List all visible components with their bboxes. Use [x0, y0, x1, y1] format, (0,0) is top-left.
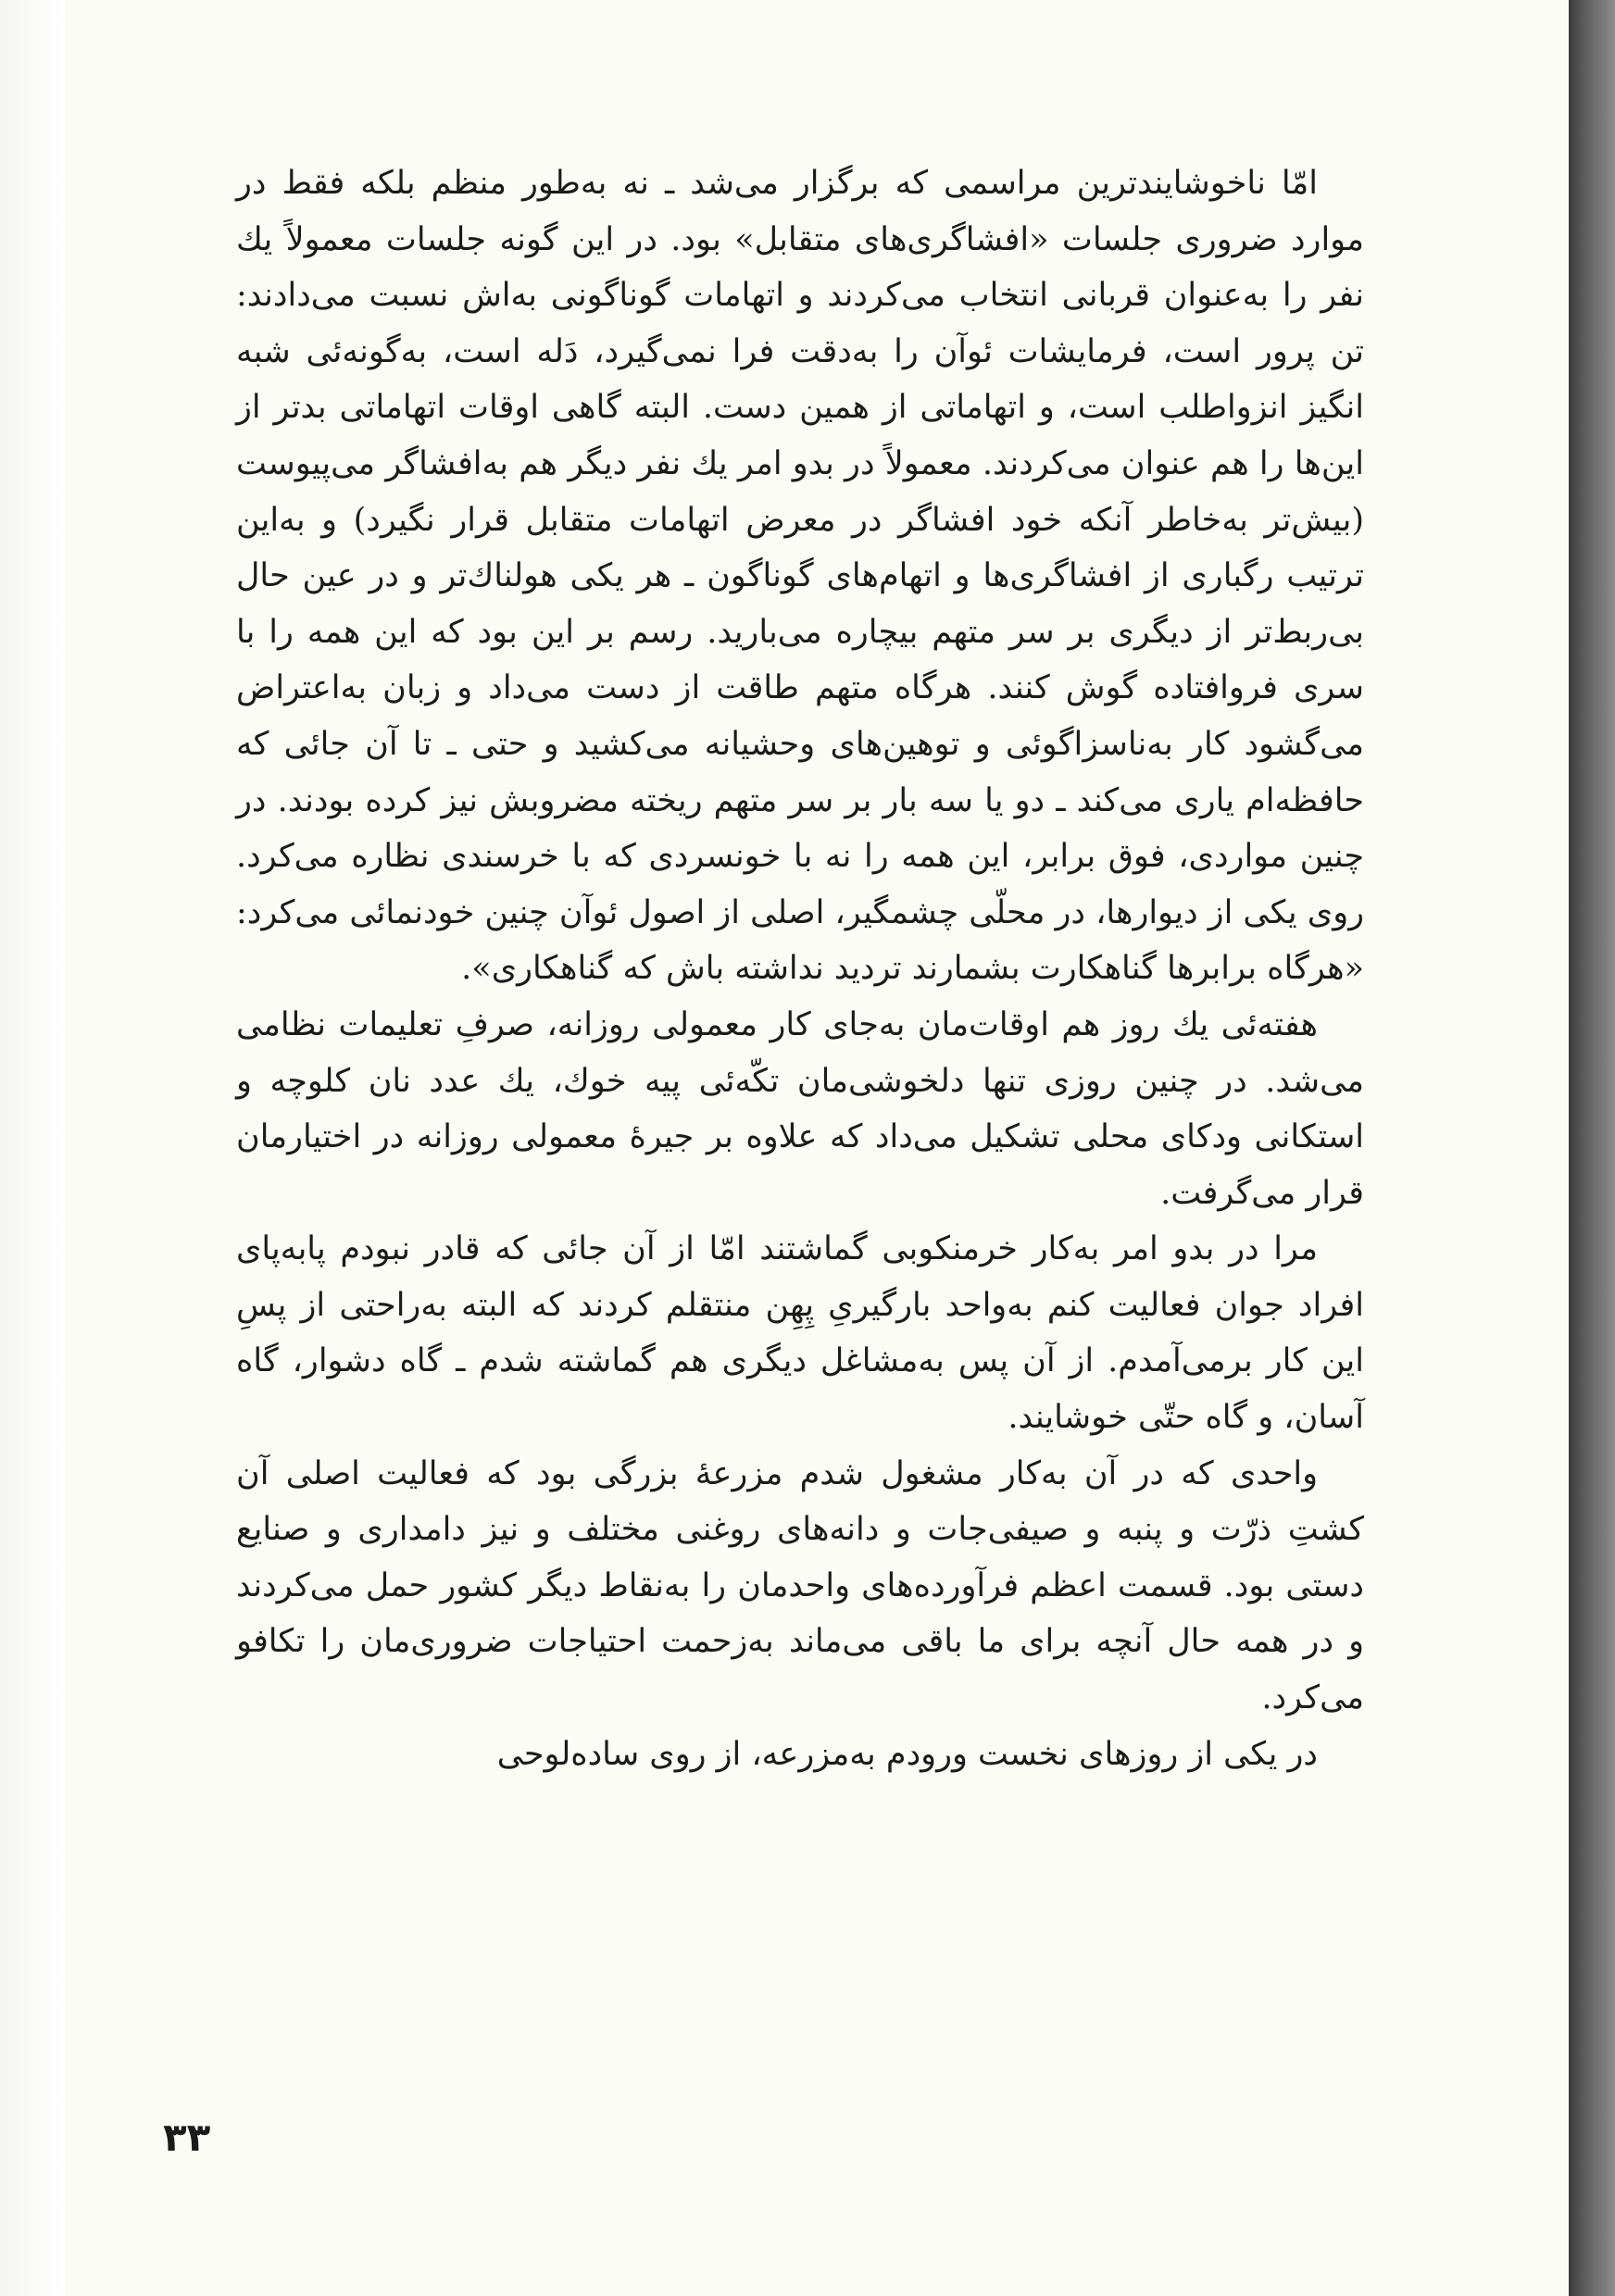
paragraph-3: مرا در بدو امر به‌کار خرمنکوبی گماشتند امّا از آن جائی که قادر نبودم پابه‌پای افراد جوان فعالیت کنم به‌واحد بارگیریِ پِهِن منتقلم کردند که البته به‌راحتی از پسِ این کار برمی‌آمدم. از آن پس به‌مشاغل دیگری هم گماشته شدم ـ گاه دشوار، گاه آسان، و گاه حتّی خوشایند. — [236, 1230, 1364, 1437]
paragraph-4: واحدی که در آن به‌کار مشغول شدم مزرعهٔ بزرگی بود که فعالیت اصلی آن کشتِ ذرّت و پنبه و صیفی‌جات و دانه‌های روغنی مختلف و نیز دامداری و صنایع دستی بود. قسمت اعظم فرآورده‌های واحدمان را به‌نقاط دیگر کشور حمل می‌کردند و در همه حال آنچه برای ما باقی می‌ماند به‌زحمت احتیاجات ضروری‌مان را تکافو می‌کرد. — [236, 1454, 1364, 1717]
paragraph-5: در یکی از روزهای نخست ورودم به‌مزرعه، از روی ساده‌لوحی — [496, 1735, 1318, 1773]
page-number: ۳۳ — [163, 2115, 211, 2160]
paragraph-2: هفته‌ئی یك روز هم اوقات‌مان به‌جای کار معمولی روزانه، صرفِ تعلیمات نظامی می‌شد. در چنین روزی تنها دلخوشی‌مان تکّه‌ئی پیه خوك، یك عدد نان کلوچه و استکانی ودکای محلی تشکیل می‌داد که علاوه بر جیرهٔ معمولی روزانه در اختیارمان قرار می‌گرفت. — [236, 1005, 1364, 1212]
body-text — [236, 156, 1364, 1782]
paragraph-1: امّا ناخوشایندترین مراسمی که برگزار می‌شد ـ نه به‌طور منظم بلکه فقط در موارد ضروری جلسات «افشاگری‌های متقابل» بود. در این گونه جلسات معمولاً یك نفر را به‌عنوان قربانی انتخاب می‌کردند و اتهامات گوناگونی به‌اش نسبت می‌دادند: تن پرور است، فرمایشات ئوآن را به‌دقت فرا نمی‌گیرد، دَله است، به‌گونه‌ئی شبه انگیز انزواطلب است، و اتهاماتی از همین دست. البته گاهی اوقات اتهاماتی بدتر از این‌ها را هم عنوان می‌کردند. معمولاً در بدو امر یك نفر دیگر هم به‌افشاگر می‌پیوست (بیش‌تر به‌خاطر آنکه خود افشاگر در معرض اتهامات متقابل قرار نگیرد) و به‌این ترتیب رگباری از افشاگری‌ها و اتهام‌های گوناگون ـ هر یکی هولناك‌تر و در عین حال بی‌ربط‌تر از دیگری بر سر متهم بیچاره می‌بارید. رسم بر این بود که این همه را با سری فروافتاده گوش کنند. هرگاه متهم طاقت از دست می‌داد و زبان به‌اعتراض می‌گشود کار به‌ناسزاگوئی و توهین‌های وحشیانه می‌کشید و حتی ـ تا آن جائی که حافظه‌ام یاری می‌کند ـ دو یا سه بار بر سر متهم ریخته مضروبش نیز کرده بودند. در چنین مواردی، فوق برابر، این همه را نه با خونسردی که با خرسندی نظاره می‌کرد. روی یکی از دیوارها، در محلّی چشمگیر، اصلی از اصول ئوآن چنین خودنمائی می‌کرد: «هرگاه برابرها گناهکارت بشمارند تردید نداشته باش که گناهکاری». — [236, 165, 1365, 988]
scan-edge-right — [1569, 0, 1615, 2296]
scan-margin-left — [0, 0, 65, 2296]
